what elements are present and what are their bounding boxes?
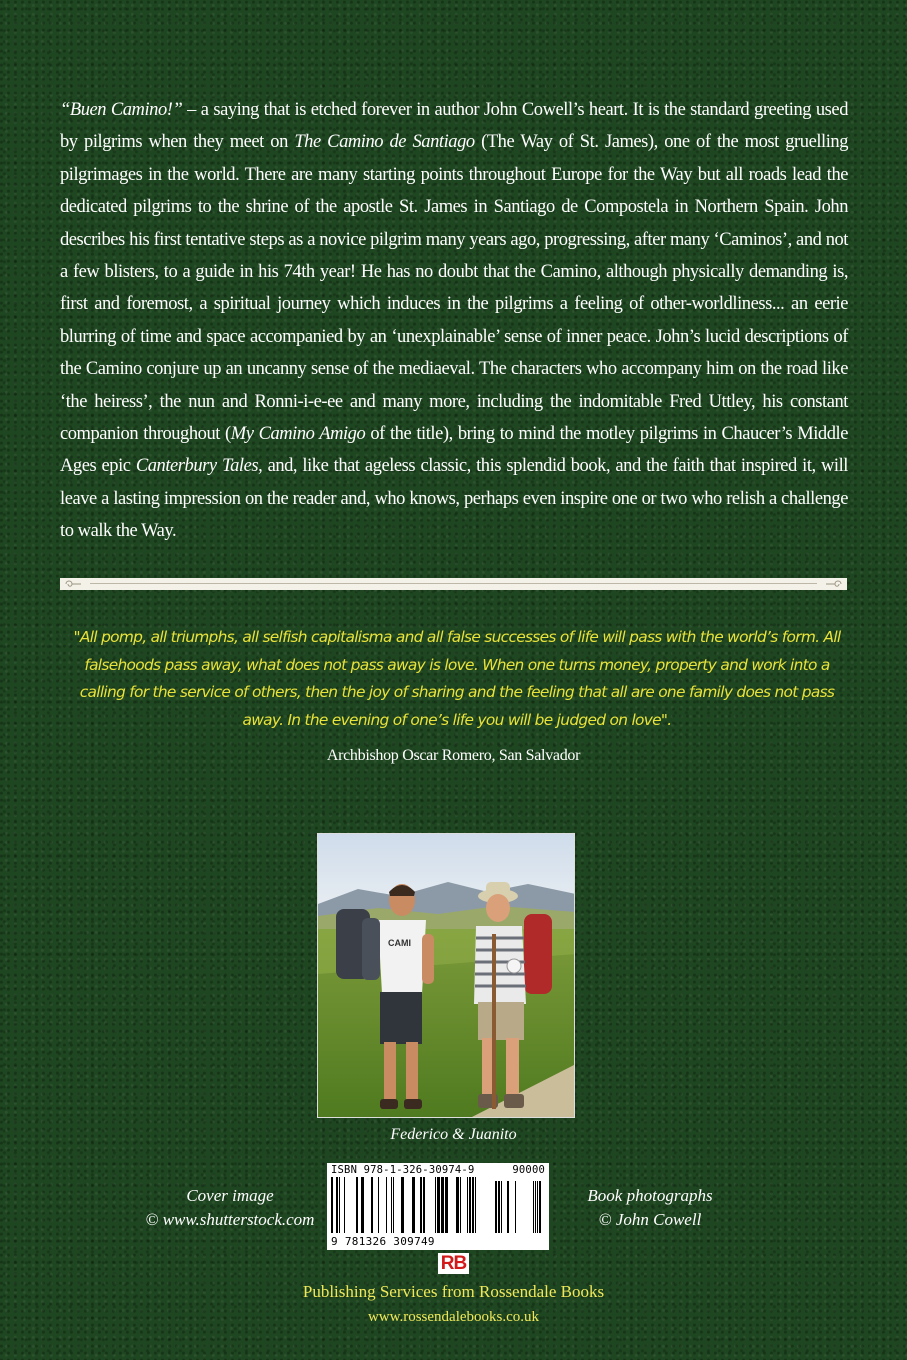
credit-label: Book photographs	[587, 1186, 713, 1205]
credit-source: © John Cowell	[598, 1210, 702, 1229]
photo-caption: Federico & Juanito	[390, 1126, 517, 1143]
scroll-ornament-icon	[825, 579, 843, 589]
blurb-text: – a saying that is etched forever in author John Cowell’s heart. It is the standard greeting used by pilgrims when they meet on	[60, 100, 848, 153]
barcode-digits: 9 781326 309749	[331, 1235, 435, 1248]
cover-image-credit	[125, 1184, 335, 1232]
blurb-book-title: My Camino Amigo	[230, 424, 366, 445]
barcode-bars-icon	[331, 1177, 545, 1235]
publisher-logo: RB	[0, 1253, 907, 1275]
quote-attribution: Archbishop Oscar Romero, San Salvador	[326, 747, 581, 764]
blurb-text: (The Way of St. James), one of the most gruelling pilgrimages in the world. There are many starting points throughout Europe for the Way but all roads lead the dedicated pilgrims to the shrine of the apostle St. James in Santiago de Compostela in Northern Spain. John describes his first tentative steps as a novice pilgrim many years ago, progressing, after many ‘Caminos’, and not a few blisters, to a guide in his 74th year! He has no doubt that the Camino, although physically demanding is, first and foremost, a spiritual journey which induces in the pilgrims a feeling of other-worldliness... an eerie blurring of time and space accompanied by an ‘unexplainable’ sense of inner peace. John’s lucid descriptions of the Camino conjure up an uncanny sense of the mediaeval. The characters who accompany him on the road like ‘the heiress’, the nun and Ronni-i-e-ee and many more, including the indomitable Fred Uttley, his constant companion throughout (	[60, 132, 849, 445]
price-code: 90000	[512, 1164, 545, 1176]
blurb-camino-title: The Camino de Santiago	[294, 132, 475, 153]
isbn-barcode	[327, 1163, 549, 1250]
pilgrims-photo-illustration	[318, 834, 575, 1118]
blurb-text: , and, like that ageless classic, this splendid book, and the faith that inspired it, will leave a lasting impression on the reader and, who knows, perhaps even inspire one or two who relish a challenge to walk the Way.	[60, 456, 848, 542]
back-cover-blurb	[60, 94, 848, 548]
ornamental-divider	[60, 578, 847, 590]
publisher-website: www.rossendalebooks.co.uk	[367, 1309, 540, 1325]
scroll-ornament-icon	[64, 579, 82, 589]
romero-quote: "All pomp, all triumphs, all selfish capitalisma and all false successes of life will pass with the world’s form. All falsehoods pass away, what does not pass away is love. When one turns money, property and work into a calling for the service of others, then the joy of sharing and the feeling that all are one family does not pass away. In the evening of one’s life you will be judged on love".	[73, 628, 841, 729]
credit-label: Cover image	[186, 1186, 274, 1205]
photo-credit	[560, 1184, 740, 1232]
shirt-text: CAMI	[388, 938, 411, 948]
blurb-text: of the title), bring to mind the motley pilgrims in Chaucer’s Middle Ages epic	[60, 424, 848, 477]
blurb-greeting: “Buen Camino!”	[60, 100, 183, 120]
publisher-name: Publishing Services from Rossendale Books	[302, 1282, 605, 1301]
credit-source: © www.shutterstock.com	[145, 1210, 315, 1229]
blurb-canterbury-title: Canterbury Tales	[135, 456, 259, 477]
isbn-number: ISBN 978-1-326-30974-9	[331, 1164, 475, 1176]
pilgrims-photo	[317, 833, 575, 1118]
